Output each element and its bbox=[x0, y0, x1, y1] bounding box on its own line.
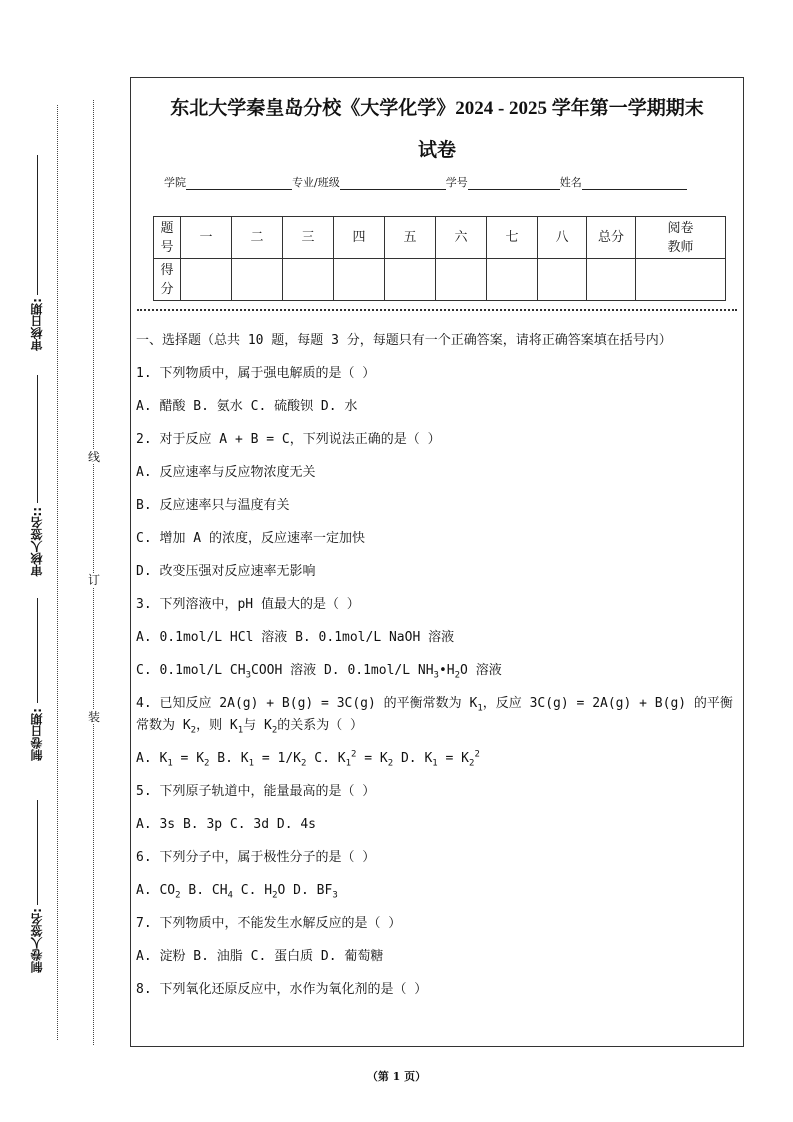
score-cell[interactable] bbox=[385, 259, 436, 301]
score-table-header-row bbox=[154, 217, 726, 259]
col-1: 一 bbox=[181, 217, 232, 259]
binding-dotted-line-outer bbox=[57, 105, 58, 1040]
q5-options: A. 3s B. 3p C. 3d D. 4s bbox=[136, 817, 317, 832]
section-1-heading: 一、选择题（总共 10 题，每题 3 分，每题只有一个正确答案，请将正确答案填在括号内） bbox=[136, 333, 672, 348]
col-total: 总分 bbox=[587, 217, 636, 259]
college-field[interactable] bbox=[186, 177, 292, 190]
q3-options-cd: C. 0.1mol/L $CH_3COOH$ 溶液 D. 0.1mol/L $NH_3•H_2O$ 溶液 bbox=[136, 663, 502, 681]
reviewer-date-label: 审核日期: bbox=[30, 298, 44, 351]
binding-mark-bind: 订 bbox=[87, 573, 100, 587]
score-cell[interactable] bbox=[436, 259, 487, 301]
student-id-field[interactable] bbox=[468, 177, 560, 190]
student-info-row bbox=[164, 174, 687, 190]
q2-option-a: A. 反应速率与反应物浓度无关 bbox=[136, 465, 316, 480]
header-separator bbox=[137, 309, 737, 311]
score-cell[interactable] bbox=[283, 259, 334, 301]
title-line-1: 东北大学秦皇岛分校《大学化学》2024 - 2025 学年第一学期期末 bbox=[170, 98, 704, 119]
binding-mark-line: 线 bbox=[87, 450, 100, 464]
score-cell[interactable] bbox=[334, 259, 385, 301]
major-label: 专业/班级 bbox=[292, 176, 340, 189]
page-footer: （第 1 页） bbox=[366, 1070, 427, 1083]
maker-date-label: 制卷日期: bbox=[30, 708, 44, 761]
q4-options: A. $K_1 = K_2$ B. $K_1 = 1/K_2$ C. $K_1^2 = K_2$ D. $K_1 = K_2^2$ bbox=[136, 749, 480, 769]
q2-stem: 2. 对于反应 A + B = C，下列说法正确的是（ ） bbox=[136, 432, 441, 447]
reviewer-date-line bbox=[37, 155, 38, 295]
q1-options: A. 醋酸 B. 氨水 C. 硫酸钡 D. 水 bbox=[136, 399, 358, 414]
maker-sign-line bbox=[37, 800, 38, 905]
col-4: 四 bbox=[334, 217, 385, 259]
score-cell[interactable] bbox=[232, 259, 283, 301]
maker-date-line bbox=[37, 598, 38, 703]
title-line-2: 试卷 bbox=[417, 140, 456, 161]
name-label: 姓名 bbox=[559, 176, 582, 189]
q1-stem: 1. 下列物质中，属于强电解质的是（ ） bbox=[136, 366, 376, 381]
q7-stem: 7. 下列物质中，不能发生水解反应的是（ ） bbox=[136, 916, 402, 931]
q2-option-d: D. 改变压强对反应速率无影响 bbox=[136, 564, 316, 579]
binding-mark-fold: 装 bbox=[87, 710, 100, 724]
reviewer-sign-line bbox=[37, 375, 38, 503]
maker-sign-label: 制卷人签名: bbox=[30, 908, 44, 973]
q6-stem: 6. 下列分子中，属于极性分子的是（ ） bbox=[136, 850, 376, 865]
q7-options: A. 淀粉 B. 油脂 C. 蛋白质 D. 葡萄糖 bbox=[136, 949, 384, 964]
score-row-label: 得 分 bbox=[154, 259, 181, 301]
q3-stem: 3. 下列溶液中，pH 值最大的是（ ） bbox=[136, 597, 360, 612]
question-number-header: 题 号 bbox=[154, 217, 181, 259]
col-3: 三 bbox=[283, 217, 334, 259]
score-cell-total[interactable] bbox=[587, 259, 636, 301]
major-field[interactable] bbox=[340, 177, 446, 190]
col-6: 六 bbox=[436, 217, 487, 259]
score-cell[interactable] bbox=[181, 259, 232, 301]
college-label: 学院 bbox=[164, 176, 186, 189]
col-8: 八 bbox=[538, 217, 587, 259]
col-2: 二 bbox=[232, 217, 283, 259]
score-cell[interactable] bbox=[538, 259, 587, 301]
q2-option-c: C. 增加 A 的浓度，反应速率一定加快 bbox=[136, 531, 365, 546]
exam-title bbox=[131, 88, 743, 172]
student-id-label: 学号 bbox=[445, 176, 468, 189]
grader-cell[interactable] bbox=[636, 259, 726, 301]
questions-content bbox=[136, 330, 740, 1001]
col-7: 七 bbox=[487, 217, 538, 259]
q3-options-ab: A. 0.1mol/L HCl 溶液 B. 0.1mol/L NaOH 溶液 bbox=[136, 630, 455, 645]
q5-stem: 5. 下列原子轨道中，能量最高的是（ ） bbox=[136, 784, 376, 799]
q6-options: A. $CO_2$ B. $CH_4$ C. $H_2O$ D. $BF_3$ bbox=[136, 883, 338, 901]
score-table bbox=[153, 216, 726, 301]
exam-frame bbox=[130, 77, 744, 1047]
q8-stem: 8. 下列氧化还原反应中，水作为氧化剂的是（ ） bbox=[136, 982, 428, 997]
col-5: 五 bbox=[385, 217, 436, 259]
grader-header: 阅卷 教师 bbox=[636, 217, 726, 259]
q4-stem: 4. 已知反应 2A(g) + B(g) = 3C(g) 的平衡常数为 $K_1$，反应 3C(g) = 2A(g) + B(g) 的平衡常数为 $K_2$，则 $K_1$与 $K_2$的关系为（ ） bbox=[136, 696, 733, 736]
score-table-score-row bbox=[154, 259, 726, 301]
reviewer-sign-label: 审核人签名:: bbox=[30, 507, 44, 577]
name-field[interactable] bbox=[582, 177, 687, 190]
q2-option-b: B. 反应速率只与温度有关 bbox=[136, 498, 290, 513]
score-cell[interactable] bbox=[487, 259, 538, 301]
